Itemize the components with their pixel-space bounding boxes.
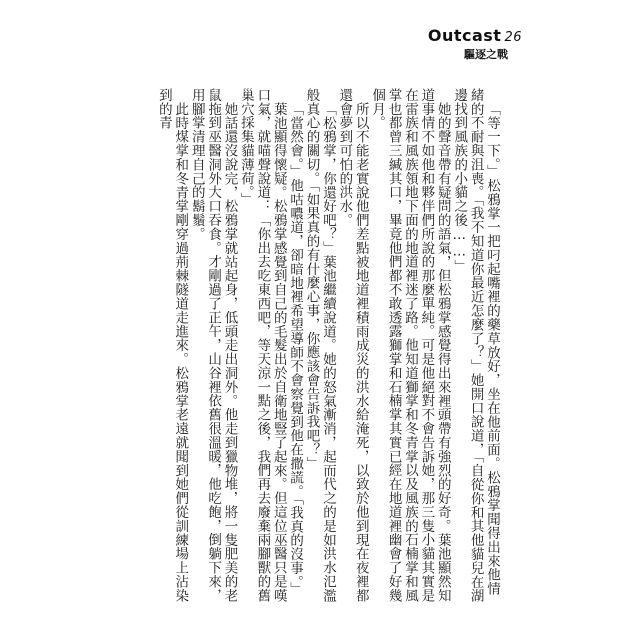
paragraph: 葉池顯得懷疑。松鴉掌感覺到自己的毛髮出於自衛地豎了起來。但這位巫醫只是嘆口氣，就喵聲說道：「你出去吃東西吧，等天涼一點之後，我們再去廢棄兩腳獸的舊巢穴採集貓薄荷。」 [237, 88, 287, 603]
paragraph: 「等一下。」松鴉掌一把叼起嘴裡的藥草放好，坐在他前面。松鴉掌聞得出來他情緒的不耐與沮喪。「我不知道你最近怎麼了？」她開口說道，「自從你和其他貓兒在湖邊找到風族的小貓之後……」 [451, 88, 500, 603]
paragraph: 所以不能老實說他們差點被地道裡積雨成災的洪水給淹死，以致於他到現在夜裡都還會夢到可怕的洪水。 [336, 88, 369, 602]
running-header [402, 26, 522, 66]
book-title [428, 26, 522, 45]
book-title-text: Outcast [427, 26, 502, 45]
paragraph: 她的聲音帶有疑問的語氣，但松鴉掌感覺得出來裡頭帶有強烈的好奇。葉池顯然知道事情不如他和夥伴們所說的那麼單純。可是他絕對不會告訴她，那三隻小貓其實是在雷族和風族領地下面的地道裡迷了路。他知道獅掌和冬青掌以及風族的石楠掌和風掌也都曾三緘其口，畢竟他們都不敢透露獅掌和石楠掌其實已經在地道裡幽會了好幾個月。 [369, 88, 451, 603]
paragraph: 「松鴉掌，你還好吧？」葉池繼續說道。她的怒氣漸消，起而代之的是如洪水氾濫般真心的關切。「如果真的有什麼心事，你應該會告訴我吧？」 [303, 88, 336, 602]
vertical-body-text [155, 88, 500, 608]
book-subtitle: 驅逐之戰 [464, 48, 508, 61]
page-number: 26 [504, 30, 522, 45]
paragraph: 「當然會。」他咕噥道，卻暗地裡希望導師不會察覺到他在撒謊。「我真的沒事。」 [287, 101, 304, 596]
paragraph: 她話還沒說完，松鴉掌就站起身，低頭走出洞外。他走到獵物堆，將一隻肥美的老鼠拖到巫醫洞外大口吞食。才剛過了正午，山谷裡依舊很溫暖，他吃飽，倒躺下來，用腳掌清理自己的鬍鬚。 [188, 88, 238, 603]
paragraph: 此時煤掌和冬青掌剛穿過荊棘隧道走進來。松鴉掌老遠就聞到她們從訓練場上沾染到的青 [155, 88, 189, 602]
